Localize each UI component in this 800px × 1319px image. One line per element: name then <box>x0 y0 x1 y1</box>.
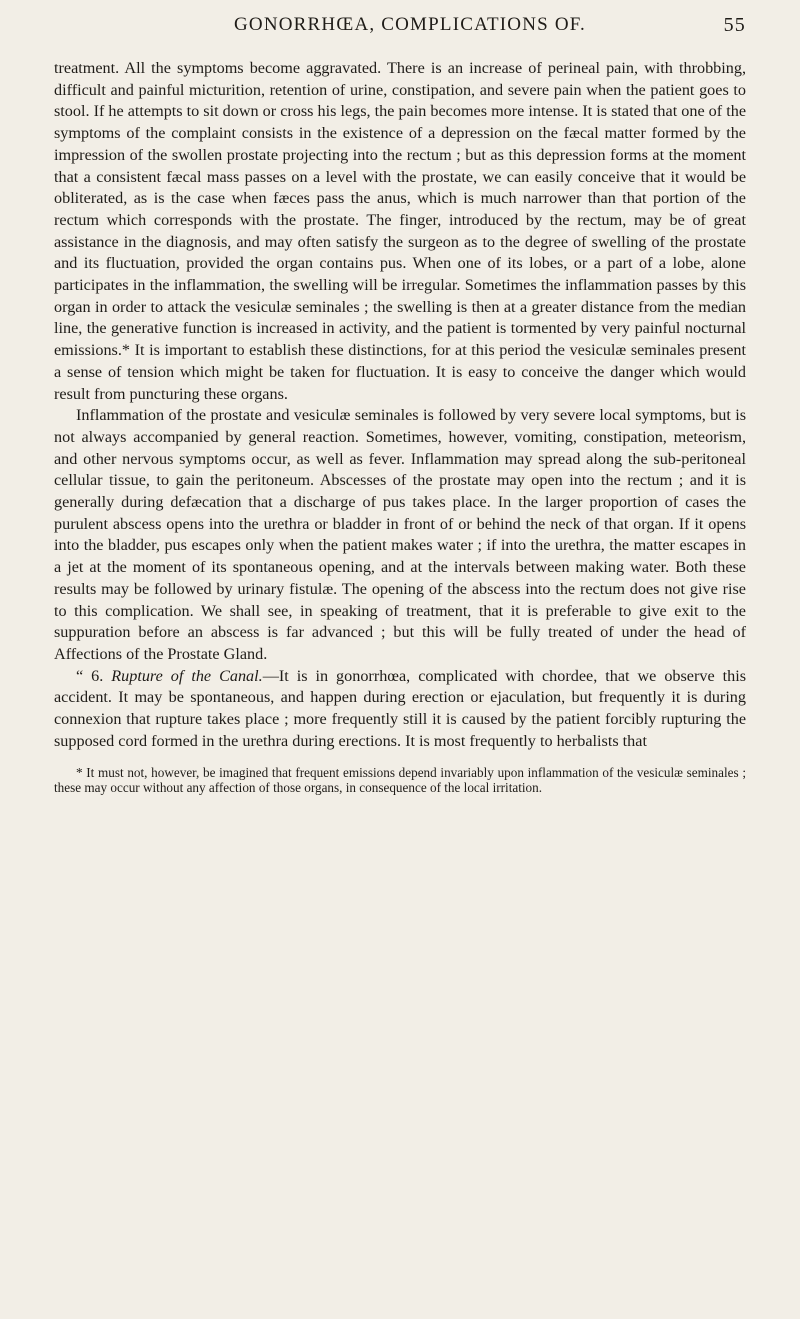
paragraph-1: treatment. All the symptoms become aggravated. There is an increase of perineal pain, with throbbing, difficult and painful micturition, retention of urine, constipation, and severe pain when the patient goes to stool. If he attempts to sit down or cross his legs, the pain becomes more intense. It is stated that one of the symptoms of the complaint consists in the existence of a depression on the fæcal matter formed by the impression of the swollen prostate projecting into the rectum ; but as this depression forms at the moment that a consistent fæcal mass passes on a level with the prostate, we can easily conceive that it would be obliterated, as is the case when fæces pass the anus, which is much narrower than that portion of the rectum which corresponds with the prostate. The finger, introduced by the rectum, may be of great assistance in the diagnosis, and may often satisfy the surgeon as to the degree of swelling of the prostate and its fluctuation, provided the organ contains pus. When one of its lobes, or a part of a lobe, alone participates in the inflammation, the swelling will be irregular. Sometimes the inflammation passes by this organ in order to attack the vesiculæ seminales ; the swelling is then at a greater distance from the median line, the generative function is increased in activity, and the patient is tormented by very painful nocturnal emissions.* It is important to establish these distinctions, for at this period the vesiculæ seminales present a sense of tension which might be taken for fluctuation. It is easy to conceive the danger which would result from puncturing these organs. <box>54 59 746 403</box>
body-text <box>54 58 746 753</box>
running-head-title: GONORRHŒA, COMPLICATIONS OF. <box>234 14 586 35</box>
running-head <box>54 14 746 42</box>
section-number: “ 6. <box>76 666 104 685</box>
footnote: * It must not, however, be imagined that frequent emissions depend invariably upon inflammation of the vesiculæ seminales ; these may occur without any affection of those organs, in consequence of the local irritation. <box>54 764 746 796</box>
section-heading: Rupture of the Canal. <box>111 666 263 685</box>
section-text: —It is in gonorrhœa, complicated with chordee, that we observe this accident. It may be spontaneous, and happen during erection or ejaculation, but frequently it is during connexion that rupture takes place ; more frequently still it is caused by the patient forcibly rupturing the supposed cord formed in the urethra during erections. It is most frequently to herbalists that <box>54 666 747 750</box>
page-number: 55 <box>723 14 746 36</box>
paragraph-3 <box>54 666 746 753</box>
paragraph-2: Inflammation of the prostate and vesiculæ seminales is followed by very severe local symptoms, but is not always accompanied by general reaction. Sometimes, however, vomiting, constipation, meteorism, and other nervous symptoms occur, as well as fever. Inflammation may spread along the sub-peritoneal cellular tissue, to gain the peritoneum. Abscesses of the prostate may open into the rectum ; and it is generally during defæcation that a discharge of pus takes place. In the larger proportion of cases the purulent abscess opens into the urethra or bladder in front of or behind the neck of that organ. If it opens into the bladder, pus escapes only when the patient makes water ; if into the urethra, the matter escapes in a jet at the moment of its spontaneous opening, and at the intervals between making water. Both these results may be followed by urinary fistulæ. The opening of the abscess into the rectum does not give rise to this complication. We shall see, in speaking of treatment, that it is preferable to give exit to the suppuration before an abscess is far advanced ; but this will be fully treated of under the head of Affections of the Prostate Gland. <box>54 406 746 663</box>
